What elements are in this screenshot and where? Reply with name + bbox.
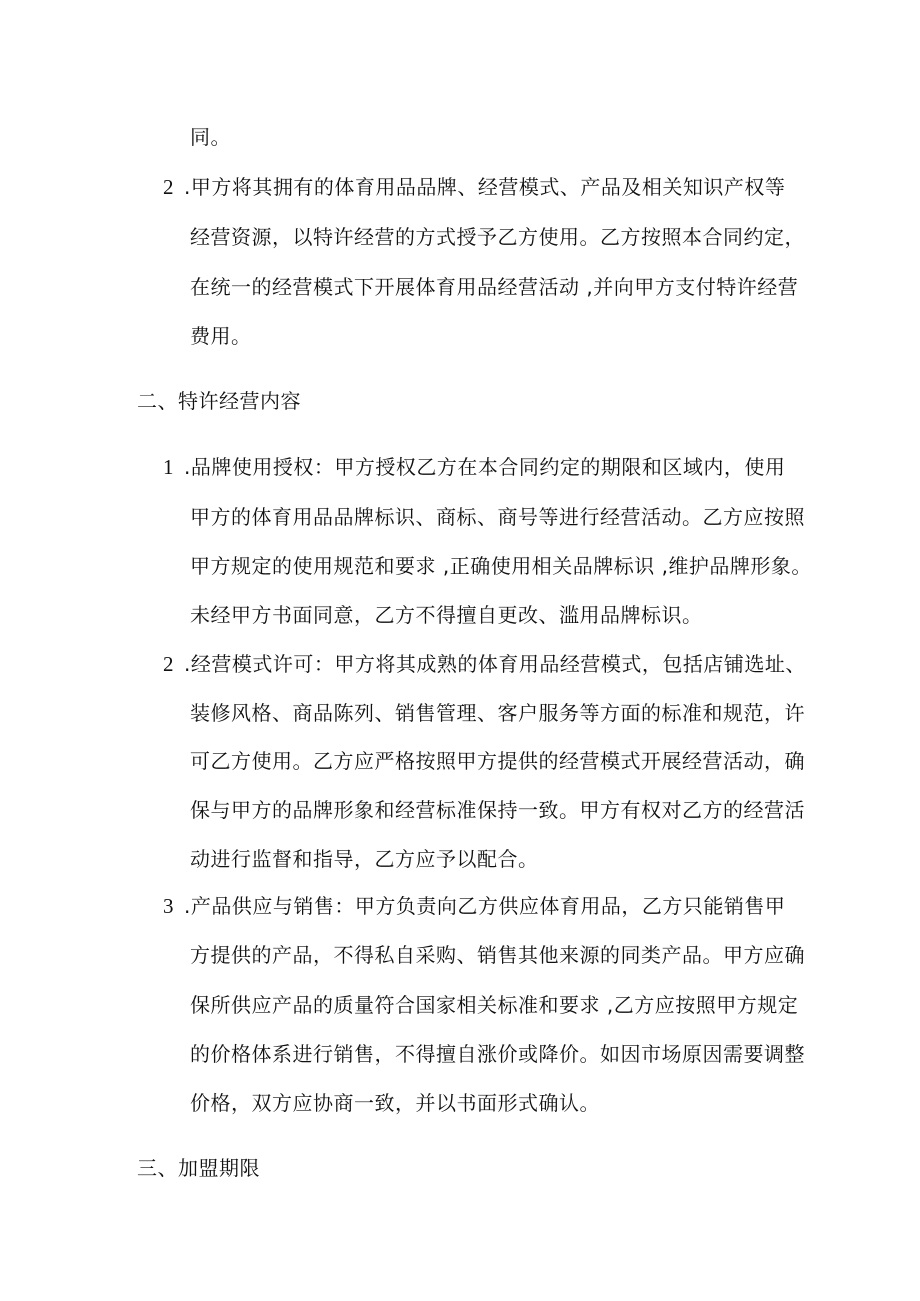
item-line: 装修风格、商品陈列、销售管理、客户服务等方面的标准和规范，许 <box>190 701 805 725</box>
item-line: 方提供的产品，不得私自采购、销售其他来源的同类产品。甲方应确 <box>190 943 805 967</box>
item-line: 动进行监督和指导，乙方应予以配合。 <box>190 847 539 871</box>
item-line: 经营资源，以特许经营的方式授予乙方使用。乙方按照本合同约定， <box>190 225 805 249</box>
item-line: 在统一的经营模式下开展体育用品经营活动 ,并向甲方支付特许经营 <box>190 275 799 299</box>
item-line: 甲方规定的使用规范和要求 ,正确使用相关品牌标识 ,维护品牌形象。 <box>190 554 812 578</box>
item-line: 未经甲方书面同意，乙方不得擅自更改、滥用品牌标识。 <box>190 603 703 627</box>
item-number: 2 <box>163 652 174 676</box>
item-number: 3 <box>163 894 174 918</box>
item-line: 费用。 <box>190 324 252 348</box>
item-line: 价格，双方应协商一致，并以书面形式确认。 <box>190 1091 600 1115</box>
item-line: .甲方将其拥有的体育用品品牌、经营模式、产品及相关知识产权等 <box>184 175 786 199</box>
item-line: .经营模式许可：甲方将其成熟的体育用品经营模式，包括店铺选址、 <box>184 652 806 676</box>
item-line: .品牌使用授权：甲方授权乙方在本合同约定的期限和区域内，使用 <box>184 455 786 479</box>
section-heading: 二、特许经营内容 <box>137 389 301 413</box>
item-line: 保所供应产品的质量符合国家相关标准和要求 ,乙方应按照甲方规定 <box>190 993 799 1017</box>
item-line: 甲方的体育用品品牌标识、商标、商号等进行经营活动。乙方应按照 <box>190 505 805 529</box>
item-line: 的价格体系进行销售，不得擅自涨价或降价。如因市场原因需要调整 <box>190 1042 805 1066</box>
intro-tail-text: 同。 <box>190 125 231 149</box>
item-number: 2 <box>163 175 174 199</box>
item-line: .产品供应与销售：甲方负责向乙方供应体育用品，乙方只能销售甲 <box>184 894 786 918</box>
item-line: 保与甲方的品牌形象和经营标准保持一致。甲方有权对乙方的经营活 <box>190 798 805 822</box>
section-heading: 三、加盟期限 <box>137 1156 260 1180</box>
item-number: 1 <box>163 455 174 479</box>
item-line: 可乙方使用。乙方应严格按照甲方提供的经营模式开展经营活动，确 <box>190 749 805 773</box>
